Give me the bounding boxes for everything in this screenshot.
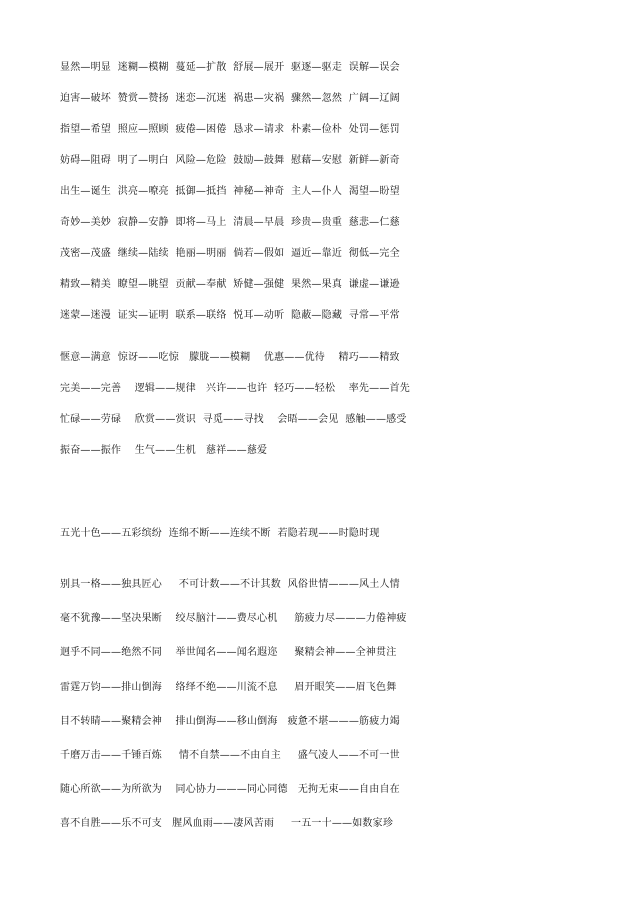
synonym-section-idioms-short: [60, 518, 635, 549]
text-line: 振奋——振作 生气——生机 慈祥——慈爱: [60, 445, 268, 456]
synonym-section-double-dash: [60, 342, 635, 466]
text-line: 精致—精美 瞭望—眺望 贡献—奉献 矫健—强健 果然—果真 谦虚—谦逊: [60, 279, 400, 290]
text-line: 惬意—满意 惊讶——吃惊 朦胧——模糊 优惠——优待 精巧——精致: [60, 352, 400, 363]
text-line: 显然—明显 迷糊—模糊 蔓延—扩散 舒展—展开 驱逐—驱走 误解—误会: [60, 62, 400, 73]
text-line: 妨碍—阻碍 明了—明白 风险—危险 鼓励—鼓舞 慰藉—安慰 新鲜—新奇: [60, 155, 400, 166]
text-line: 别具一格——独具匠心 不可计数——不计其数 风俗世情———风土人情: [60, 579, 400, 590]
synonym-section-two-char: [60, 52, 635, 331]
text-line: 随心所欲——为所欲为 同心协力———同心同德 无拘无束——自由自在: [60, 784, 400, 796]
text-line: 迫害—破坏 赞赏—赞扬 迷恋—沉迷 祸患—灾祸 骤然—忽然 广阔—辽阔: [60, 93, 400, 104]
text-line: 迷蒙—迷漫 证实—证明 联系—联络 悦耳—动听 隐蔽—隐藏 寻常—平常: [60, 310, 400, 321]
text-line: 指望—希望 照应—照顾 疲倦—困倦 恳求—请求 朴素—俭朴 处罚—惩罚: [60, 124, 400, 135]
text-line: 雷霆万钧——排山倒海 络绎不绝——川流不息 眉开眼笑——眉飞色舞: [60, 681, 397, 693]
text-line: 茂密—茂盛 继续—陆续 艳丽—明丽 倘若—假如 逼近—靠近 彻低—完全: [60, 248, 400, 259]
text-line: 完美——完善 逻辑——规律 兴许——也许 轻巧——轻松 率先——首先: [60, 383, 410, 394]
synonym-section-idioms: [60, 568, 635, 842]
text-line: 奇妙—美妙 寂静—安静 即将—马上 清晨—早晨 珍贵—贵重 慈悲—仁慈: [60, 217, 400, 228]
text-line: 目不转睛——聚精会神 排山倒海——移山倒海 疲惫不堪———筋疲力竭: [60, 715, 400, 727]
text-line: 喜不自胜——乐不可支 腥风血雨——凄风苦雨 一五一十——如数家珍: [60, 818, 394, 830]
text-line: 出生—诞生 洪亮—嘹亮 抵御—抵挡 神秘—神奇 主人—仆人 渴望—盼望: [60, 186, 400, 197]
text-line: 千磨万击——千锤百炼 情不自禁——不由自主 盛气凌人——不可一世: [60, 749, 400, 761]
text-line: 忙碌——劳碌 欣赏——赏识 寻觅——寻找 会晤——会见 感触——感受: [60, 414, 407, 425]
text-line: 毫不犹豫——坚决果断 绞尽脑汁——费尽心机 筋疲力尽———力倦神疲: [60, 613, 407, 625]
text-line: 五光十色——五彩缤纷 连绵不断——连续不断 若隐若现——时隐时现: [60, 528, 380, 539]
text-line: 迥乎不同——绝然不同 举世闻名——闻名遐迩 聚精会神——全神贯注: [60, 647, 397, 659]
